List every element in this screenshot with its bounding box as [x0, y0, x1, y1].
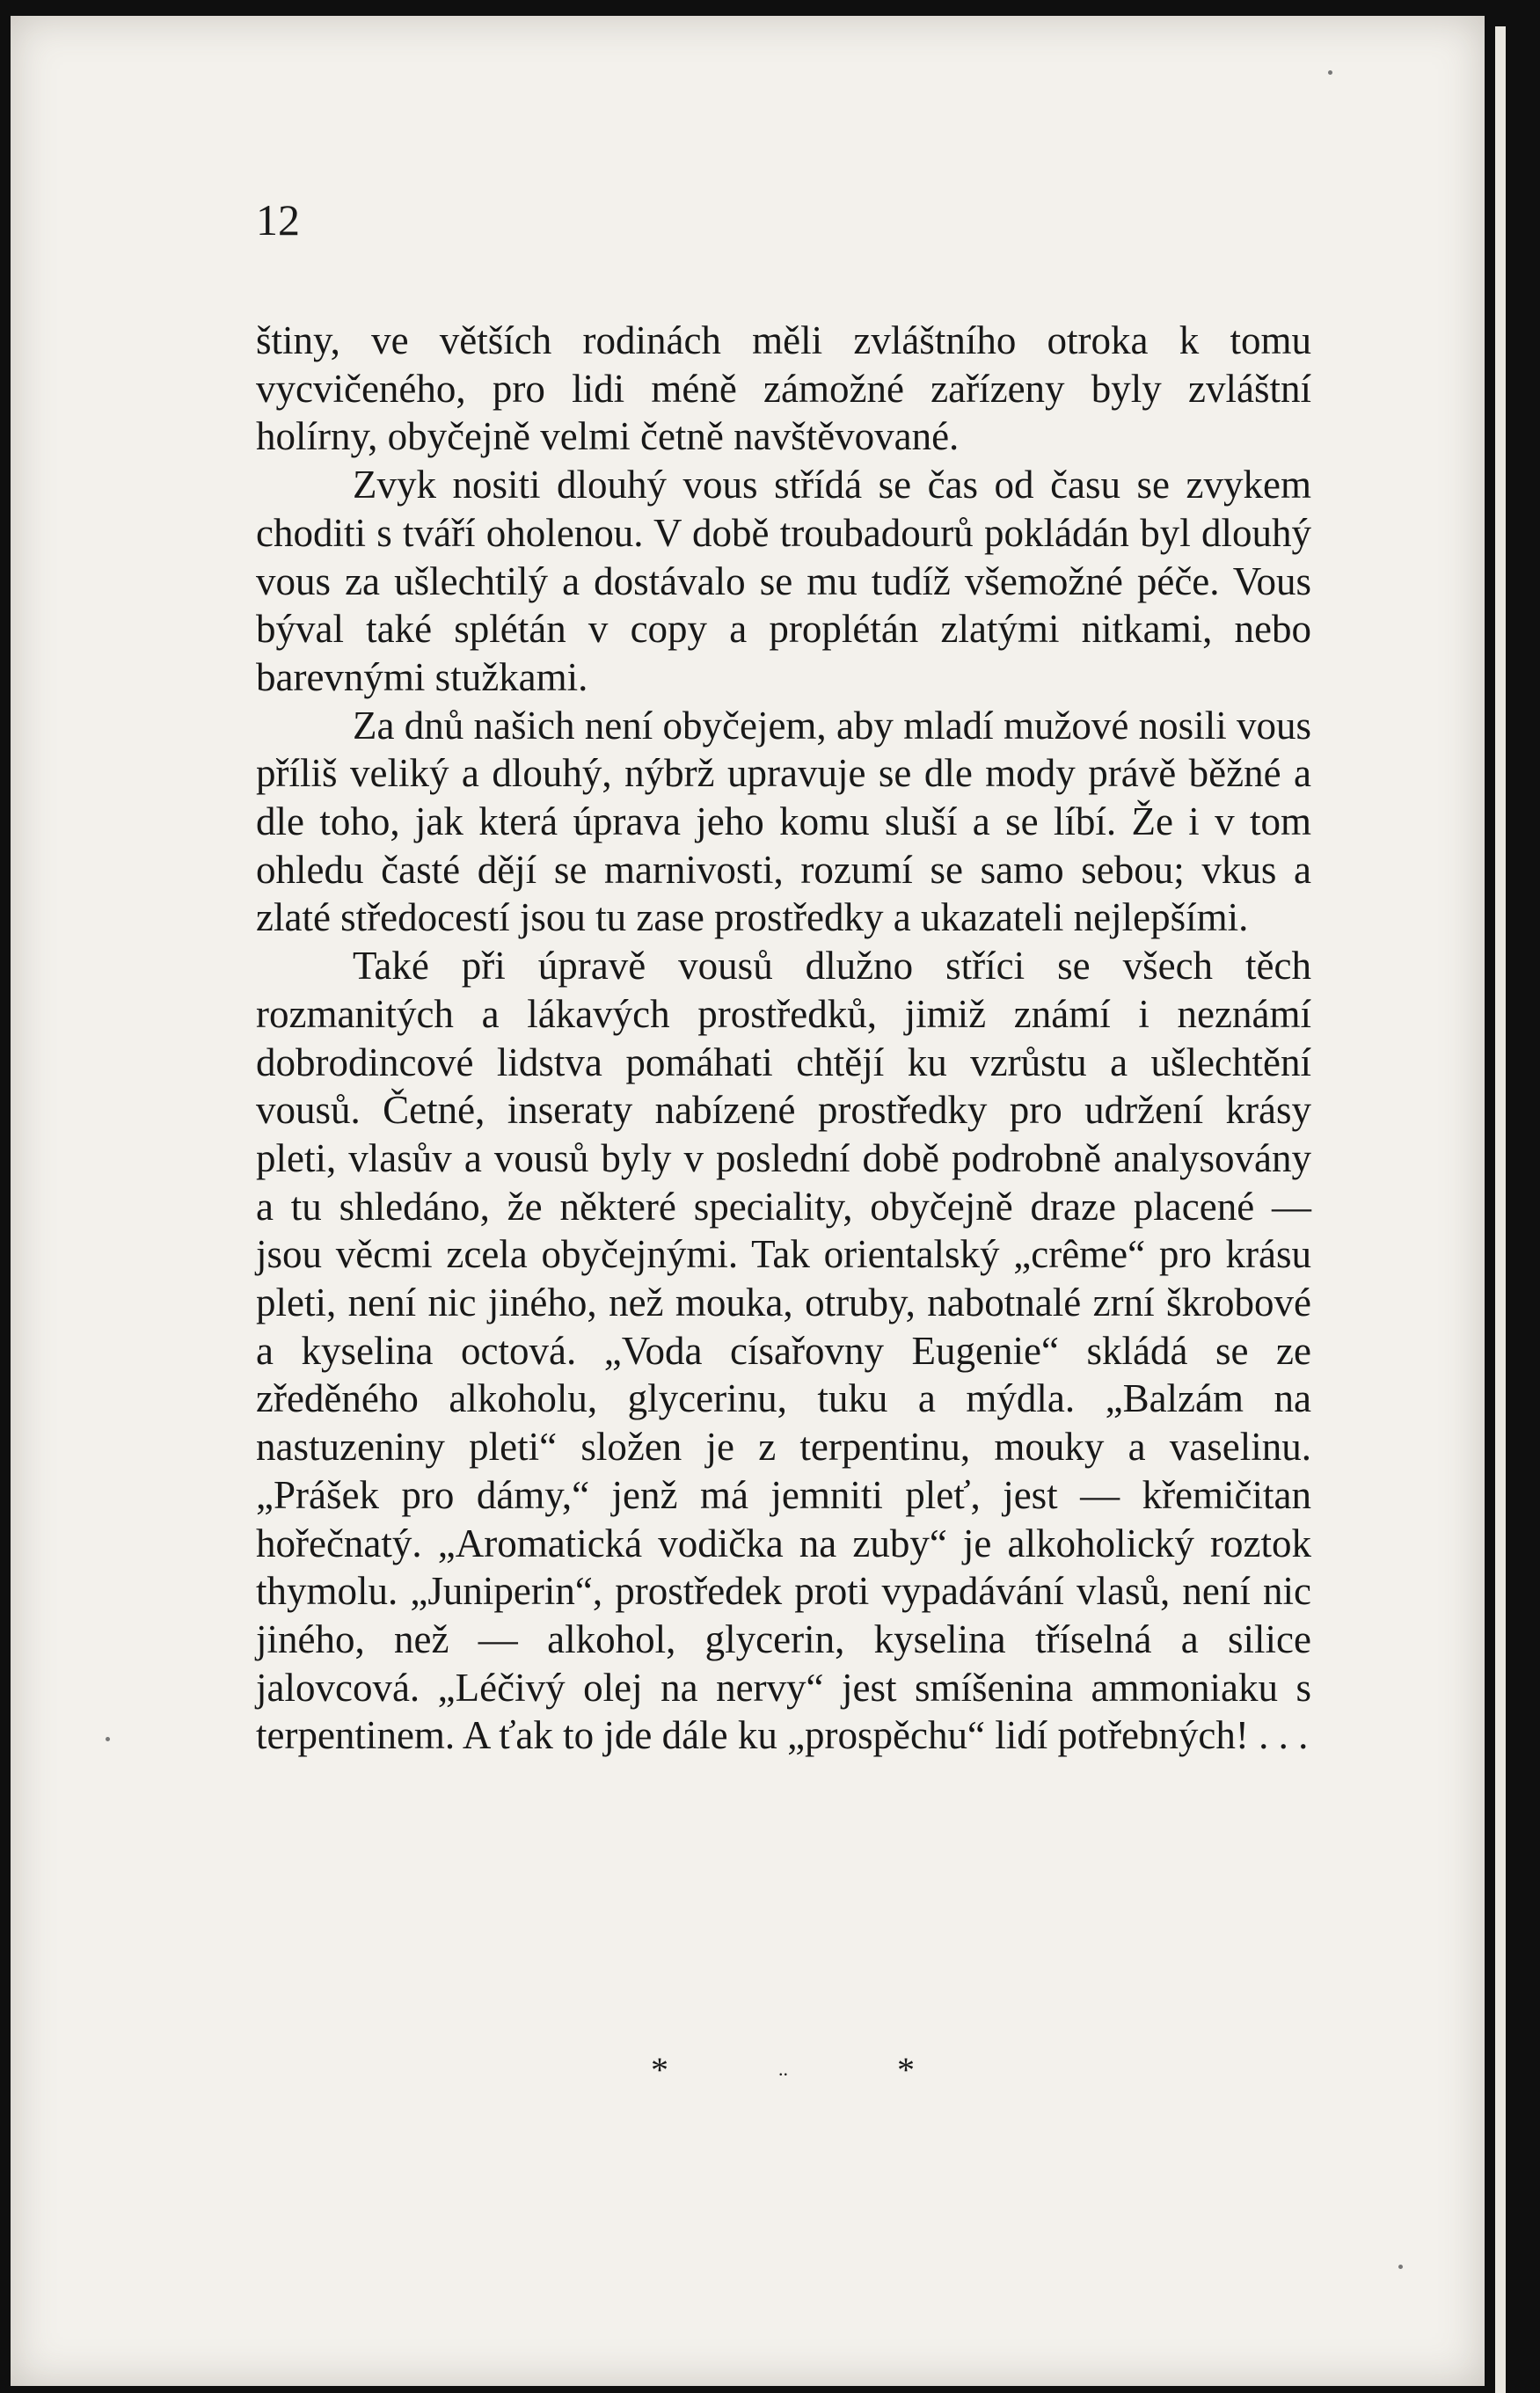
page-edge-strip — [1495, 26, 1506, 2393]
page-number: 12 — [256, 195, 300, 244]
paper-speck — [106, 1737, 110, 1741]
paper-speck — [1328, 70, 1332, 75]
ornament-dots: .. — [778, 2058, 788, 2080]
paper-speck — [1398, 2265, 1403, 2269]
ornament-asterisk-left: * — [651, 2050, 668, 2090]
paragraph-3: Za dnů našich není obyčejem, aby mladí mužové nosili vous příliš veliký a dlouhý, nýbrž upravuje se dle mody právě běžné a dle toho, jak která úprava jeho komu sluší a se líbí. Že i v tom ohledu časté dějí se marnivosti, rozumí se samo sebou; vkus a zlaté středocestí jsou tu zase prostředky a ukazateli nejlepšími. — [256, 703, 1311, 940]
paragraph-1: štiny, ve větších rodinách měli zvláštního otroka k tomu vycvičeného, pro lidi méně zámožné zařízeny byly zvláštní holírny, obyčejně velmi četně navštěvované. — [256, 318, 1311, 459]
body-text — [256, 317, 1311, 1760]
paragraph-4: Také při úpravě vousů dlužno stříci se všech těch rozmanitých a lákavých prostředků, jimiž známí i neznámí dobrodincové lidstva pomáhati chtějí ku vzrůstu a ušlechtění vousů. Četné, inseraty nabízené prostředky pro udržení krásy pleti, vlasův a vousů byly v poslední době podrobně analysovány a tu shledáno, že některé speciality, obyčejně draze placené — jsou věcmi zcela obyčejnými. Tak orientalský „crême“ pro krásu pleti, není nic jiného, než mouka, otruby, nabotnalé zrní škrobové a kyselina octová. „Voda císařovny Eugenie“ skládá se ze zředěného alkoholu, glycerinu, tuku a mýdla. „Balzám na nastuzeniny pleti“ složen je z terpentinu, mouky a vaselinu. „Prášek pro dámy,“ jenž má jemniti pleť, jest — křemičitan hořečnatý. „Aromatická vodička na zuby“ je alkoholický roztok thymolu. „Juniperin“, prostředek proti vypadávání vlasů, není nic jiného, než — alkohol, glycerin, kyselina tříselná a silice jalovcová. „Léčivý olej na nervy“ jest smíšenina ammoniaku s terpentinem. A ťak to jde dále ku „prospěchu“ lidí potřebných! . . . — [256, 944, 1311, 1758]
ornament-asterisk-right: * — [897, 2050, 915, 2090]
paragraph-2: Zvyk nositi dlouhý vous střídá se čas od času se zvykem choditi s tváří oholenou. V době troubadourů pokládán byl dlouhý vous za ušlechtilý a dostávalo se mu tudíž všemožné péče. Vous býval také splétán v copy a proplétán zlatými nitkami, nebo barevnými stužkami. — [256, 463, 1311, 699]
